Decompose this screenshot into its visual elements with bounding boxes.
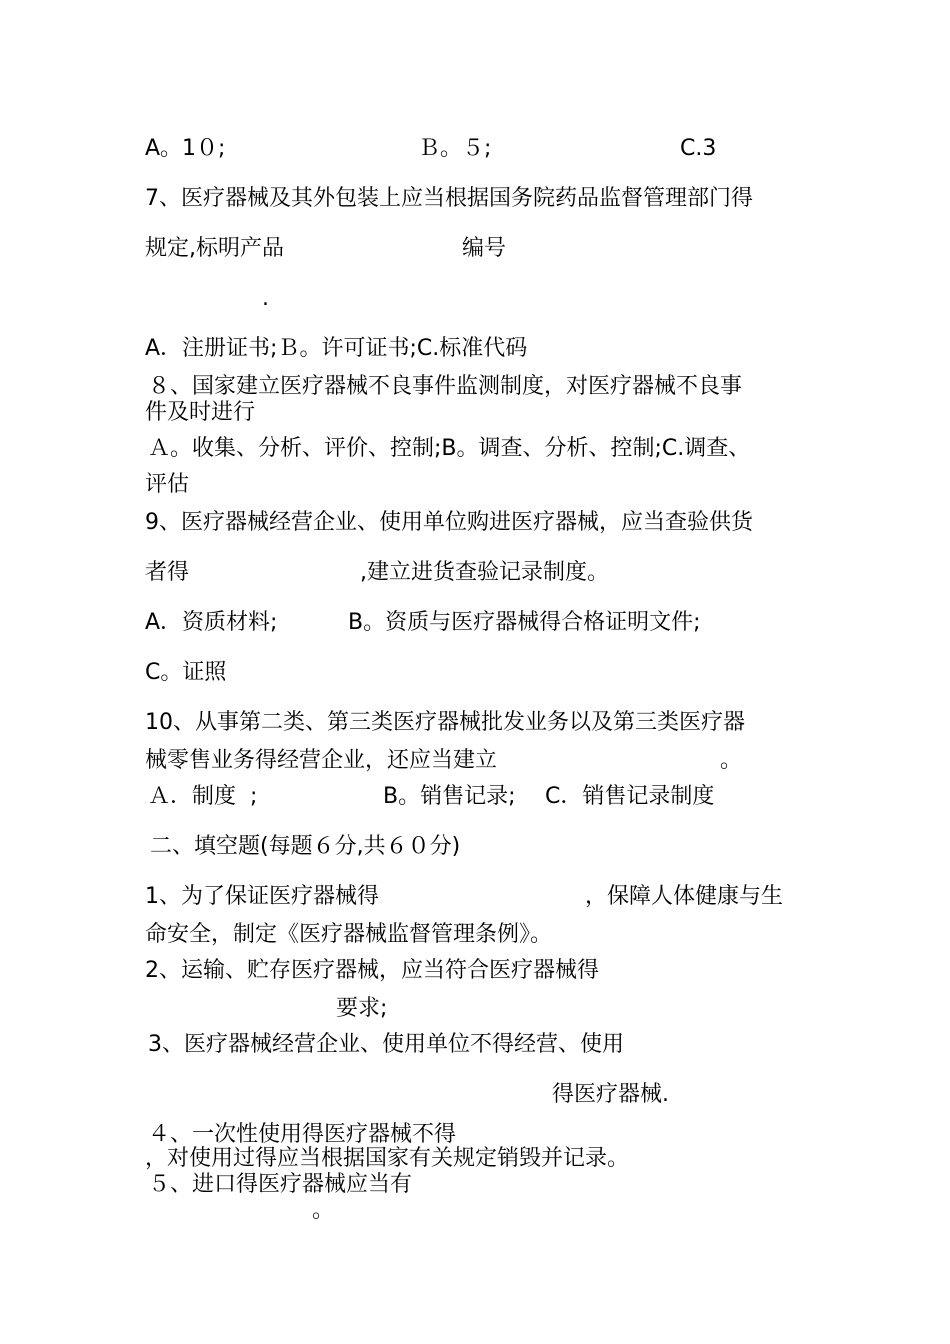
question-8-text: ８、国家建立医疗器械不良事件监测制度，对医疗器械不良事 bbox=[148, 374, 743, 399]
question-10-option-a: Ａ．制度 ; bbox=[148, 784, 258, 809]
question-10-text-cont: 械零售业务得经营企业，还应当建立 bbox=[145, 748, 498, 773]
question-9-text-tail: ,建立进货查验记录制度。 bbox=[360, 560, 609, 585]
question-7-text: 7、医疗器械及其外包装上应当根据国务院药品监督管理部门得 bbox=[145, 186, 753, 211]
fill-3-text: 3、医疗器械经营企业、使用单位不得经营、使用 bbox=[148, 1032, 624, 1057]
question-7-text-tail: 编号 bbox=[462, 236, 507, 261]
fill-2-text: 2、运输、贮存医疗器械，应当符合医疗器械得 bbox=[145, 958, 599, 983]
fill-3-text-cont: 得医疗器械. bbox=[552, 1082, 669, 1107]
question-8-options: Ａ。收集、分析、评价、控制;B。调查、分析、控制;C.调查、 bbox=[148, 436, 751, 461]
question-9-option-b: B。资质与医疗器械得合格证明文件; bbox=[348, 610, 701, 635]
fill-4-text: ４、一次性使用得医疗器械不得 bbox=[148, 1122, 457, 1147]
question-9-text: 9、医疗器械经营企业、使用单位购进医疗器械，应当查验供货 bbox=[145, 510, 753, 535]
question-9-option-c: C。证照 bbox=[145, 660, 227, 685]
fill-1-text: 1、为了保证医疗器械得 bbox=[145, 884, 379, 909]
question-7-options: A．注册证书;Ｂ。许可证书;C.标准代码 bbox=[145, 336, 528, 361]
section-2-heading: 二、填空题(每题６分,共６０分) bbox=[150, 834, 461, 859]
q6-option-b: Ｂ。５; bbox=[418, 136, 492, 161]
question-9-option-a: A．资质材料; bbox=[145, 610, 278, 635]
question-8-options-cont: 评估 bbox=[145, 472, 190, 497]
fill-4-text-cont: ，对使用过得应当根据国家有关规定销毁并记录。 bbox=[145, 1146, 630, 1171]
question-9-text-cont: 者得 bbox=[145, 560, 190, 585]
fill-2-text-cont: 要求; bbox=[336, 996, 388, 1021]
question-10-option-c: C．销售记录制度 bbox=[545, 784, 715, 809]
fill-1-text-cont: 命安全，制定《医疗器械监督管理条例》。 bbox=[145, 922, 553, 947]
q6-option-c: C.3 bbox=[680, 136, 717, 161]
fill-1-text-tail: ，保障人体健康与生 bbox=[585, 884, 784, 909]
question-10-text: 10、从事第二类、第三类医疗器械批发业务以及第三类医疗器 bbox=[145, 710, 745, 735]
question-8-text-cont: 件及时进行 bbox=[145, 400, 256, 425]
question-7-text-cont: 规定,标明产品 bbox=[145, 236, 284, 261]
q6-option-a: A。1０; bbox=[145, 136, 226, 161]
question-10-text-tail: 。 bbox=[720, 748, 743, 773]
question-10-option-b: B。销售记录; bbox=[383, 784, 516, 809]
question-7-blank-end: . bbox=[262, 286, 269, 311]
fill-5-text: ５、进口得医疗器械应当有 bbox=[148, 1172, 413, 1197]
fill-5-text-cont: 。 bbox=[312, 1198, 335, 1223]
